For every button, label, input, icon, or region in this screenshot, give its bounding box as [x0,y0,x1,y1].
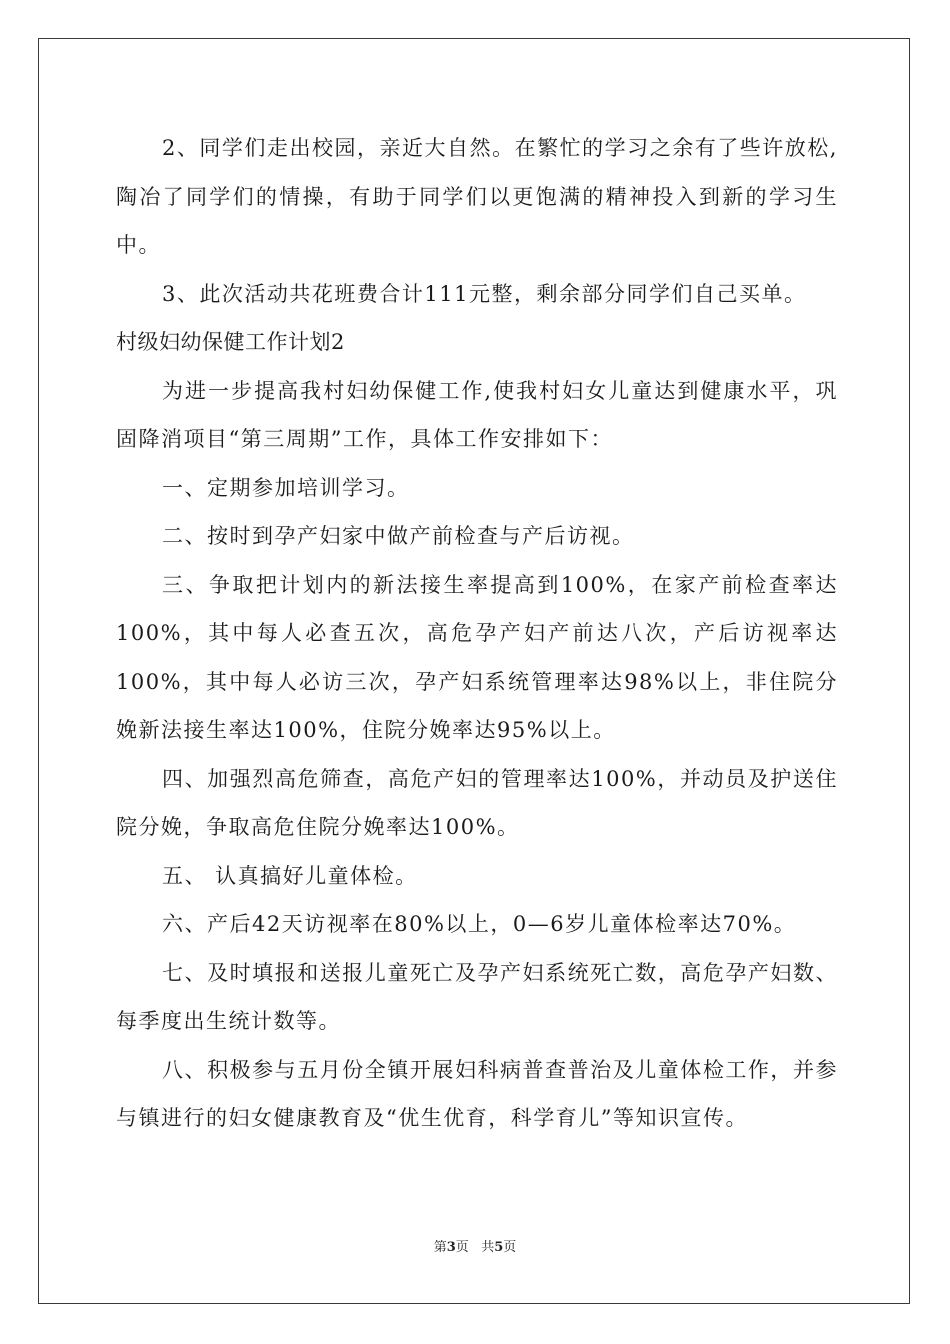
footer-total-pages: 5 [494,1240,504,1255]
list-item-5: 五、 认真搞好儿童体检。 [162,863,418,888]
list-item-3: 三、争取把计划内的新法接生率提高到100%，在家产前检查率达100%，其中每人必查五次，高危孕产妇产前达八次，产后访视率达100%，其中每人必访三次，孕产妇系统管理率达98%以上，非住院分娩新法接生率达100%，住院分娩率达95%以上。 [116,572,838,742]
list-item-1: 一、定期参加培训学习。 [162,475,410,500]
footer-page-suffix: 页 [455,1240,469,1255]
document-body [116,124,838,1143]
page-footer [0,1236,950,1255]
section-title: 村级妇幼保健工作计划2 [116,330,345,354]
list-item-2: 二、按时到孕产妇家中做产前检查与产后访视。 [162,524,635,548]
list-item-8: 八、积极参与五月份全镇开展妇科病普查普治及儿童体检工作，并参与镇进行的妇女健康教育及“优生优育，科学育儿”等知识宣传。 [116,1057,838,1130]
list-item-6: 六、产后42天访视率在80%以上，0—6岁儿童体检率达70%。 [162,912,797,936]
list-item-7: 七、及时填报和送报儿童死亡及孕产妇系统死亡数，高危孕产妇数、每季度出生统计数等。 [116,960,838,1033]
footer-total-prefix: 共 [481,1240,495,1255]
paragraph-1: 2、同学们走出校园，亲近大自然。在繁忙的学习之余有了些许放松,陶冶了同学们的情操，有助于同学们以更饱满的精神投入到新的学习生中。 [116,136,838,257]
footer-total-suffix: 页 [503,1240,517,1255]
footer-page-number: 3 [446,1240,456,1255]
list-item-4: 四、加强烈高危筛查，高危产妇的管理率达100%，并动员及护送住院分娩，争取高危住院分娩率达100%。 [116,766,838,839]
paragraph-2: 3、此次活动共花班费合计111元整，剩余部分同学们自己买单。 [162,281,807,306]
footer-page-prefix: 第 [433,1240,447,1255]
paragraph-intro: 为进一步提高我村妇幼保健工作,使我村妇女儿童达到健康水平，巩固降消项目“第三周期”工作，具体工作安排如下： [116,378,838,451]
